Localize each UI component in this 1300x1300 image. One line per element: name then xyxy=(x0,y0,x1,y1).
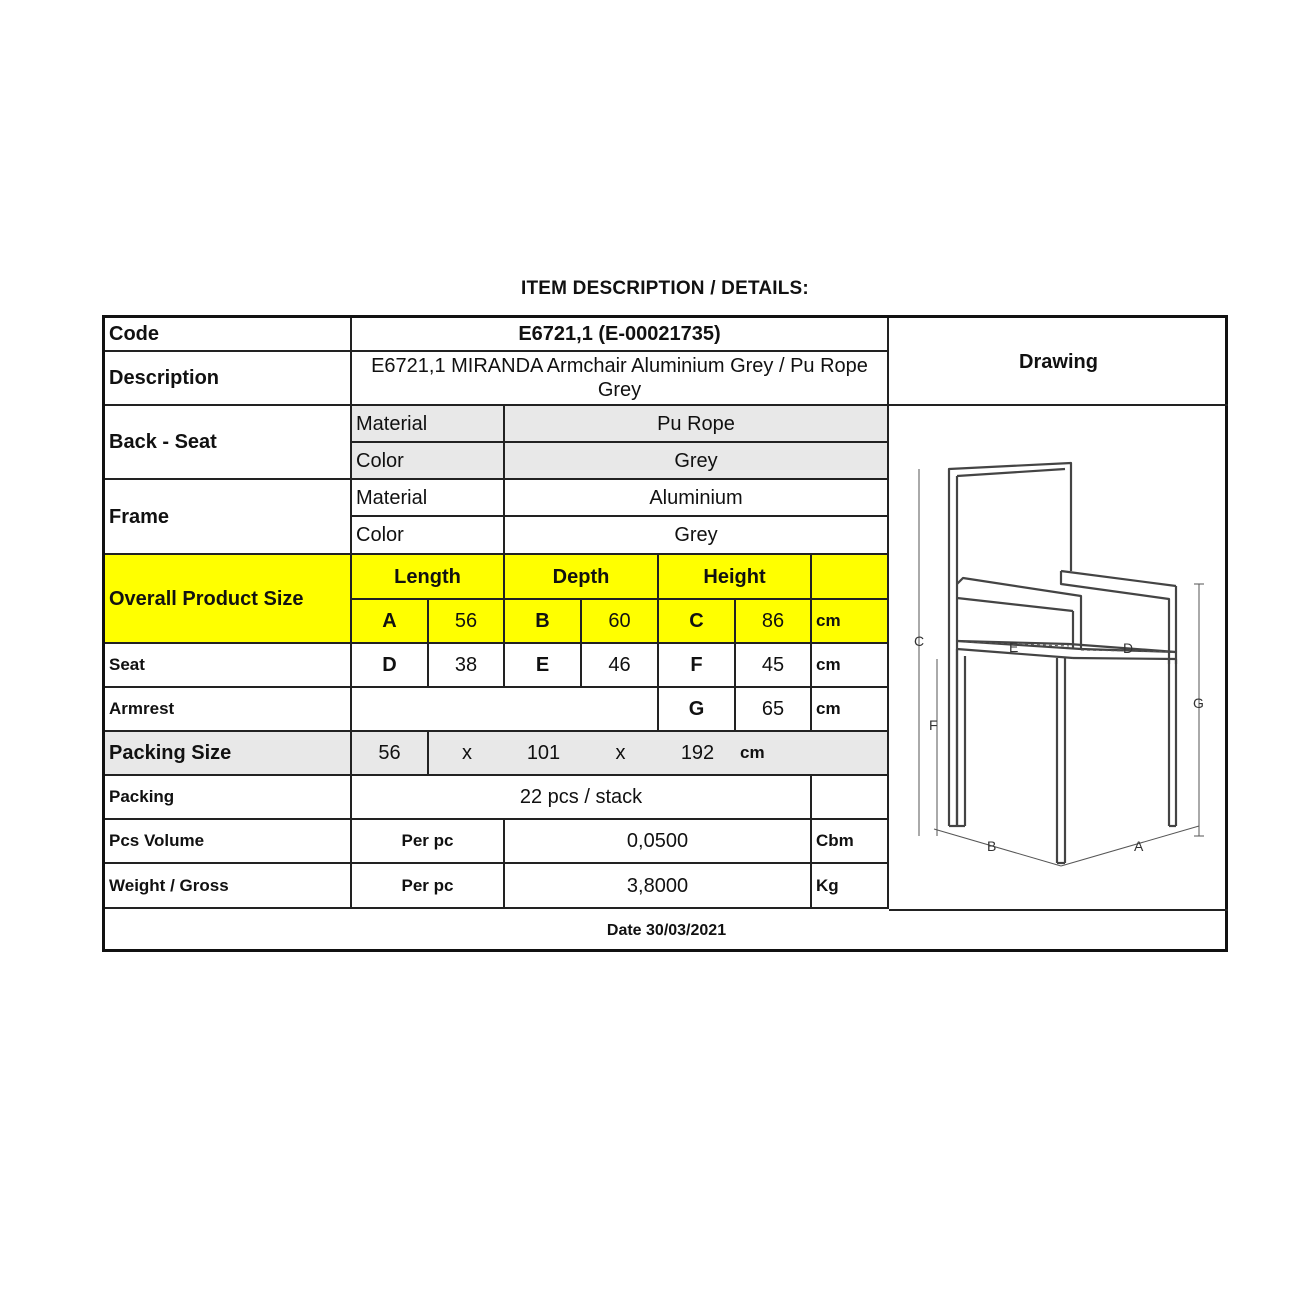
packing-size-height: 192 xyxy=(659,732,736,776)
d-value: 38 xyxy=(429,644,505,688)
e-value: 46 xyxy=(582,644,659,688)
f-label: F xyxy=(659,644,736,688)
drawing-label-a: A xyxy=(1134,838,1144,854)
e-label: E xyxy=(505,644,582,688)
length-header: Length xyxy=(352,555,505,600)
overall-unit-header-blank xyxy=(812,555,889,600)
code-label: Code xyxy=(105,318,352,352)
description-value xyxy=(352,352,889,406)
code-value: E6721,1 (E-00021735) xyxy=(352,318,889,352)
packing-size-label: Packing Size xyxy=(105,732,352,776)
armrest-unit: cm xyxy=(812,688,889,732)
drawing-label-g: G xyxy=(1193,695,1204,711)
item-details-table xyxy=(102,315,1228,952)
packing-value: 22 pcs / stack xyxy=(352,776,812,820)
overall-size-label: Overall Product Size xyxy=(105,555,352,644)
frame-color: Grey xyxy=(505,517,889,555)
packing-label: Packing xyxy=(105,776,352,820)
drawing-label-b: B xyxy=(987,838,997,854)
back-seat-color-label: Color xyxy=(352,443,505,480)
drawing-label-d: D xyxy=(1123,640,1134,656)
chair-drawing-cell xyxy=(889,406,1228,911)
b-label: B xyxy=(505,600,582,644)
drawing-label-f: F xyxy=(929,717,938,733)
chair-drawing xyxy=(889,406,1228,909)
overall-unit: cm xyxy=(812,600,889,644)
d-label: D xyxy=(352,644,429,688)
g-label: G xyxy=(659,688,736,732)
packing-size-depth: 101 xyxy=(505,732,582,776)
description-label: Description xyxy=(105,352,352,406)
drawing-header: Drawing xyxy=(889,318,1228,406)
drawing-label-e: E xyxy=(1009,639,1019,655)
frame-label: Frame xyxy=(105,480,352,555)
drawing-left-armrest xyxy=(957,578,1081,649)
weight-label: Weight / Gross xyxy=(105,864,352,909)
f-value: 45 xyxy=(736,644,812,688)
pcs-volume-value: 0,0500 xyxy=(505,820,812,864)
c-value: 86 xyxy=(736,600,812,644)
pcs-volume-label: Pcs Volume xyxy=(105,820,352,864)
weight-value: 3,8000 xyxy=(505,864,812,909)
pcs-volume-per: Per pc xyxy=(352,820,505,864)
frame-material-label: Material xyxy=(352,480,505,517)
seat-unit: cm xyxy=(812,644,889,688)
height-header: Height xyxy=(659,555,812,600)
c-label: C xyxy=(659,600,736,644)
pcs-volume-unit: Cbm xyxy=(812,820,889,864)
weight-per: Per pc xyxy=(352,864,505,909)
packing-size-unit: cm xyxy=(736,732,889,776)
dimension-b-line xyxy=(934,829,1061,866)
a-value: 56 xyxy=(429,600,505,644)
depth-header: Depth xyxy=(505,555,659,600)
b-value: 60 xyxy=(582,600,659,644)
back-seat-label: Back - Seat xyxy=(105,406,352,480)
dimension-a-line xyxy=(1061,826,1199,866)
back-seat-material: Pu Rope xyxy=(505,406,889,443)
packing-size-x2: x xyxy=(582,732,659,776)
back-seat-material-label: Material xyxy=(352,406,505,443)
packing-unit-blank xyxy=(812,776,889,820)
armrest-blank xyxy=(352,688,659,732)
drawing-label-c: C xyxy=(914,633,925,649)
description-line1: E6721,1 MIRANDA Armchair Aluminium Grey / Pu Rope xyxy=(371,355,868,377)
a-label: A xyxy=(352,600,429,644)
packing-size-width: 56 xyxy=(352,732,429,776)
packing-size-x1: x xyxy=(429,732,505,776)
g-value: 65 xyxy=(736,688,812,732)
back-seat-color: Grey xyxy=(505,443,889,480)
armrest-label: Armrest xyxy=(105,688,352,732)
date-footer: Date 30/03/2021 xyxy=(606,921,727,939)
document-title: ITEM DESCRIPTION / DETAILS: xyxy=(521,278,809,299)
description-line2: Grey xyxy=(597,379,642,401)
weight-unit: Kg xyxy=(812,864,889,909)
frame-material: Aluminium xyxy=(505,480,889,517)
frame-color-label: Color xyxy=(352,517,505,555)
seat-label: Seat xyxy=(105,644,352,688)
